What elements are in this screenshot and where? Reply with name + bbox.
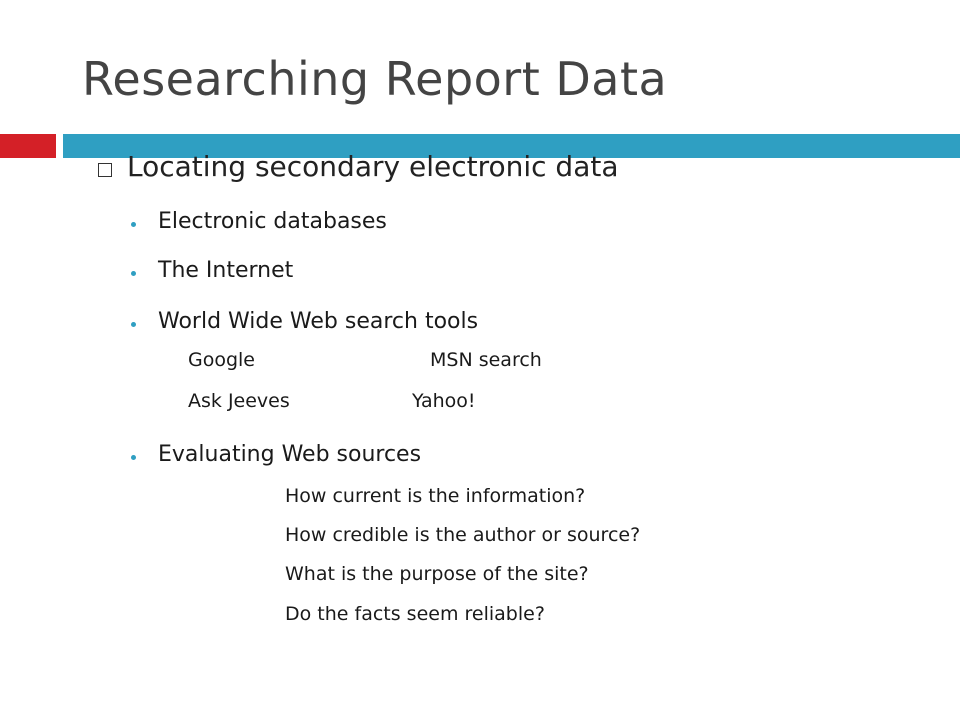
sub-bullet-evaluating: Evaluating Web sources [158,442,422,467]
sub-bullet-search-tools: World Wide Web search tools [158,309,479,334]
sub-bullet-internet: The Internet [158,258,294,283]
square-bullet-icon [98,163,112,177]
accent-bar-red [0,134,56,158]
search-tool-yahoo: Yahoo! [412,390,476,412]
search-tool-google: Google [188,349,256,371]
main-bullet-text: Locating secondary electronic data [127,150,619,183]
dot-bullet-icon [131,222,136,227]
search-tool-msn: MSN search [430,349,542,371]
evaluation-question: Do the facts seem reliable? [285,603,545,625]
slide-title: Researching Report Data [82,52,668,106]
search-tool-ask-jeeves: Ask Jeeves [188,390,290,412]
evaluation-question: What is the purpose of the site? [285,563,589,585]
dot-bullet-icon [131,322,136,327]
evaluation-question: How current is the information? [285,485,586,507]
evaluation-question: How credible is the author or source? [285,524,641,546]
sub-bullet-databases: Electronic databases [158,209,387,234]
dot-bullet-icon [131,455,136,460]
dot-bullet-icon [131,271,136,276]
